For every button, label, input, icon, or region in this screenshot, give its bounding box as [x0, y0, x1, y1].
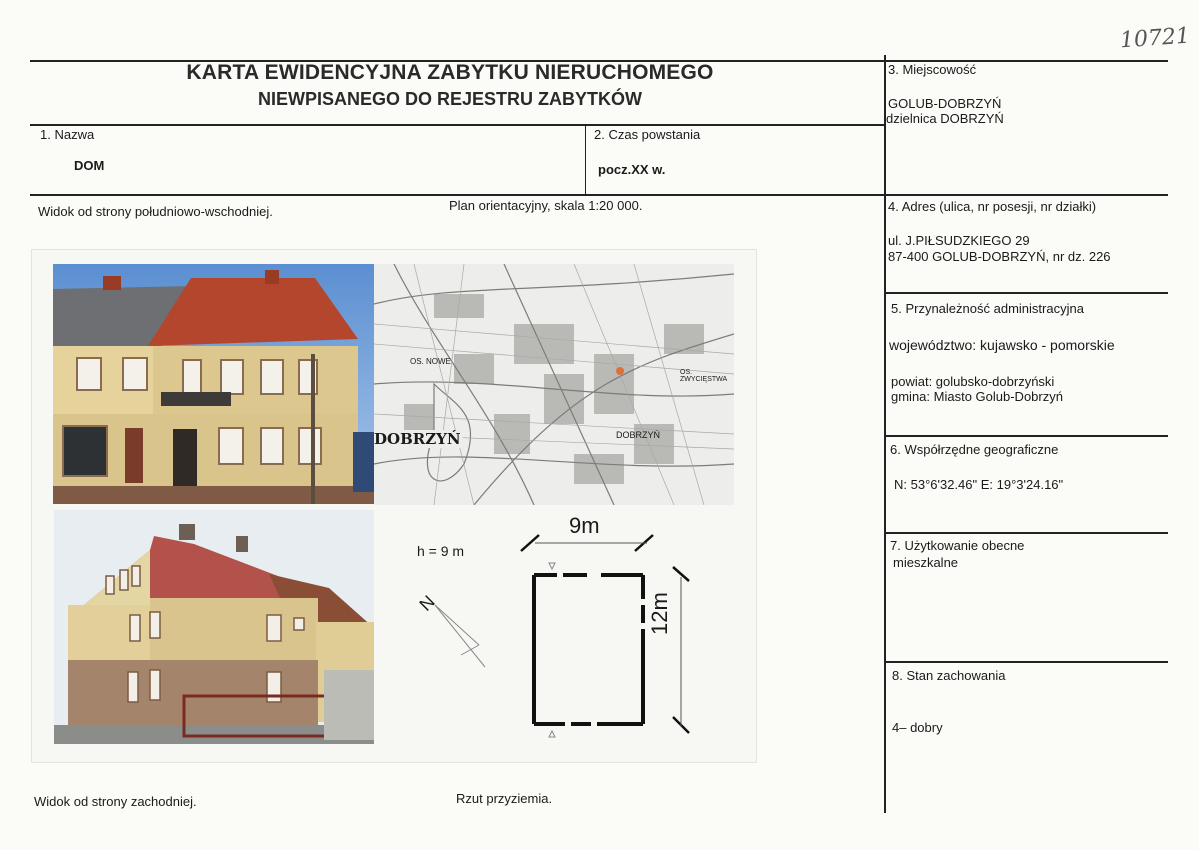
address-value-line1: ul. J.PIŁSUDZKIEGO 29 [888, 233, 1030, 248]
rule-section-8 [884, 661, 1168, 663]
floor-plan-depth: 12m [647, 592, 672, 635]
rule-under-name [30, 194, 1168, 196]
caption-floor-plan: Rzut przyziemia. [456, 791, 553, 806]
map-label-district: DOBRZYŃ [374, 430, 461, 448]
right-column-rule [884, 55, 886, 813]
coordinates-label: 6. Współrzędne geograficzne [890, 442, 1059, 457]
address-label: 4. Adres (ulica, nr posesji, nr działki) [888, 199, 1097, 214]
card-title: KARTA EWIDENCYJNA ZABYTKU NIERUCHOMEGO [186, 61, 714, 84]
house-southeast-illustration [53, 264, 374, 504]
creation-time-value: pocz.XX w. [598, 162, 666, 177]
floor-plan-height: h = 9 m [417, 543, 465, 559]
map-label-os-nowe: OS. NOWE [410, 357, 451, 366]
condition-label: 8. Stan zachowania [892, 668, 1006, 683]
north-arrow-label: N [415, 591, 439, 615]
rule-section-5 [884, 292, 1168, 294]
usage-label: 7. Użytkowanie obecne [890, 538, 1025, 553]
name-label: 1. Nazwa [40, 127, 95, 142]
caption-southeast-view: Widok od strony południowo-wschodniej. [38, 204, 273, 219]
catalog-number: 10721 [1119, 23, 1191, 54]
house-west-illustration [54, 510, 374, 744]
street-map-graphic [374, 264, 734, 505]
floor-plan-drawing [395, 505, 750, 755]
voivodeship-value: województwo: kujawsko - pomorskie [889, 337, 1115, 353]
locality-value-line1: GOLUB-DOBRZYŃ [888, 96, 1002, 111]
usage-value: mieszkalne [893, 555, 959, 570]
name-value: DOM [74, 158, 105, 173]
orientation-map [374, 264, 734, 505]
county-value: powiat: golubsko-dobrzyński [891, 374, 1055, 389]
photo-west-view [54, 510, 374, 744]
photo-southeast-view [53, 264, 374, 504]
map-label-district-small: DOBRZYŃ [616, 430, 661, 440]
locality-value-line2: dzielnica DOBRZYŃ [886, 111, 1004, 126]
rule-section-7 [884, 532, 1168, 534]
caption-plan: Plan orientacyjny, skala 1:20 000. [449, 198, 643, 213]
locality-label: 3. Miejscowość [888, 62, 977, 77]
map-label-os-zwyciestwa: OS. ZWYCIĘSTWA [680, 369, 728, 383]
card-subtitle: NIEWPISANEGO DO REJESTRU ZABYTKÓW [257, 89, 643, 109]
creation-time-label: 2. Czas powstania [594, 127, 701, 142]
rule-under-title [30, 124, 885, 126]
divider-name-time [585, 124, 586, 194]
caption-west-view: Widok od strony zachodniej. [34, 794, 197, 809]
commune-value: gmina: Miasto Golub-Dobrzyń [891, 389, 1063, 404]
coordinates-value: N: 53°6'32.46" E: 19°3'24.16" [894, 477, 1064, 492]
floor-plan-width: 9m [569, 513, 600, 538]
condition-value: 4– dobry [892, 720, 943, 735]
admin-label: 5. Przynależność administracyjna [891, 301, 1084, 316]
address-value-line2: 87-400 GOLUB-DOBRZYŃ, nr dz. 226 [888, 249, 1111, 264]
rule-section-6 [884, 435, 1168, 437]
